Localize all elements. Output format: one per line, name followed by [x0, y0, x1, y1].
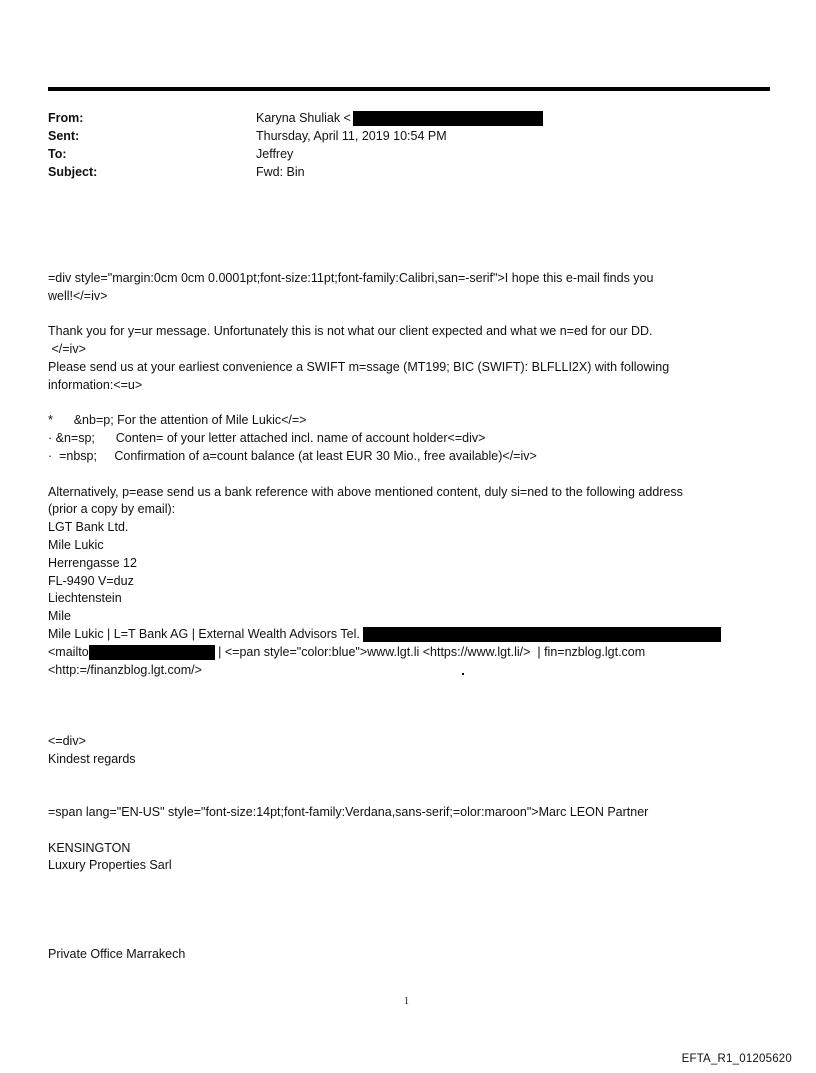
- to-row: [48, 145, 768, 163]
- address-line: LGT Bank Ltd.: [48, 520, 129, 535]
- page-number: 1: [404, 996, 409, 1007]
- sent-value: Thursday, April 11, 2019 10:54 PM: [256, 129, 447, 143]
- from-name: Karyna Shuliak <: [256, 111, 351, 125]
- bullet-item: · &n=sp; Conten= of your letter attached incl. name of account holder<=div>: [48, 431, 486, 446]
- bullet-item: * &nb=p; For the attention of Mile Lukic</=>: [48, 413, 307, 428]
- body-line: =div style="margin:0cm 0cm 0.0001pt;font-size:11pt;font-family:Calibri,san=-serif">I hope this e-mail finds you: [48, 271, 654, 285]
- website-text: | <=pan style="color:blue">www.lgt.li <https://www.lgt.li/> | fin=nzblog.lgt.com: [214, 644, 646, 659]
- from-row: [48, 109, 768, 127]
- body-line: <http:=/finanzblog.lgt.com/>: [48, 662, 202, 677]
- stray-mark: [462, 673, 464, 675]
- contact-line: [48, 644, 768, 662]
- signature-line: [48, 626, 768, 644]
- email-header: [48, 109, 768, 181]
- redaction-box: [363, 627, 721, 642]
- body-line: </=iv>: [48, 342, 86, 357]
- company-subtitle: Luxury Properties Sarl: [48, 858, 172, 873]
- body-line: well!</=iv>: [48, 288, 108, 303]
- sent-label: Sent:: [48, 129, 80, 143]
- body-line: =span lang="EN-US" style="font-size:14pt;font-family:Verdana,sans-serif;=olor:maroon">Marc LEON Partner: [48, 804, 649, 819]
- address-line: Mile Lukic: [48, 537, 104, 552]
- bullet-item: · =nbsp; Confirmation of a=count balance (at least EUR 30 Mio., free available)</=iv>: [48, 448, 537, 463]
- company-name: KENSINGTON: [48, 840, 131, 855]
- sent-row: [48, 127, 768, 145]
- subject-value: Fwd: Bin: [256, 165, 305, 179]
- to-label: To:: [48, 147, 67, 161]
- redaction-box: [89, 645, 215, 660]
- from-value: [256, 109, 543, 127]
- body-line: Alternatively, p=ease send us a bank reference with above mentioned content, duly si=ned to the following address: [48, 484, 683, 499]
- address-line: Herrengasse 12: [48, 555, 137, 570]
- body-line: Mile: [48, 609, 71, 624]
- bates-number: EFTA_R1_01205620: [681, 1053, 792, 1065]
- mailto-text: <mailto: [48, 644, 89, 659]
- closing-line: Kindest regards: [48, 751, 136, 766]
- body-line: (prior a copy by email):: [48, 502, 176, 517]
- subject-row: [48, 163, 768, 181]
- signature-text: Mile Lukic | L=T Bank AG | External Wealth Advisors Tel.: [48, 626, 364, 641]
- header-divider: [48, 87, 770, 91]
- email-body: [48, 270, 768, 964]
- from-label: From:: [48, 111, 84, 125]
- to-value: Jeffrey: [256, 147, 294, 161]
- body-line: information:<=u>: [48, 377, 143, 392]
- office-line: Private Office Marrakech: [48, 947, 186, 962]
- address-line: FL-9490 V=duz: [48, 573, 134, 588]
- body-line: <=div>: [48, 733, 86, 748]
- body-line: Thank you for y=ur message. Unfortunately this is not what our client expected and what we n=ed for our DD.: [48, 324, 653, 339]
- address-line: Liechtenstein: [48, 591, 122, 606]
- body-line: Please send us at your earliest convenience a SWIFT m=ssage (MT199; BIC (SWIFT): BLFLLI2X) with following: [48, 359, 670, 374]
- subject-label: Subject:: [48, 165, 98, 179]
- redaction-box: [353, 111, 543, 126]
